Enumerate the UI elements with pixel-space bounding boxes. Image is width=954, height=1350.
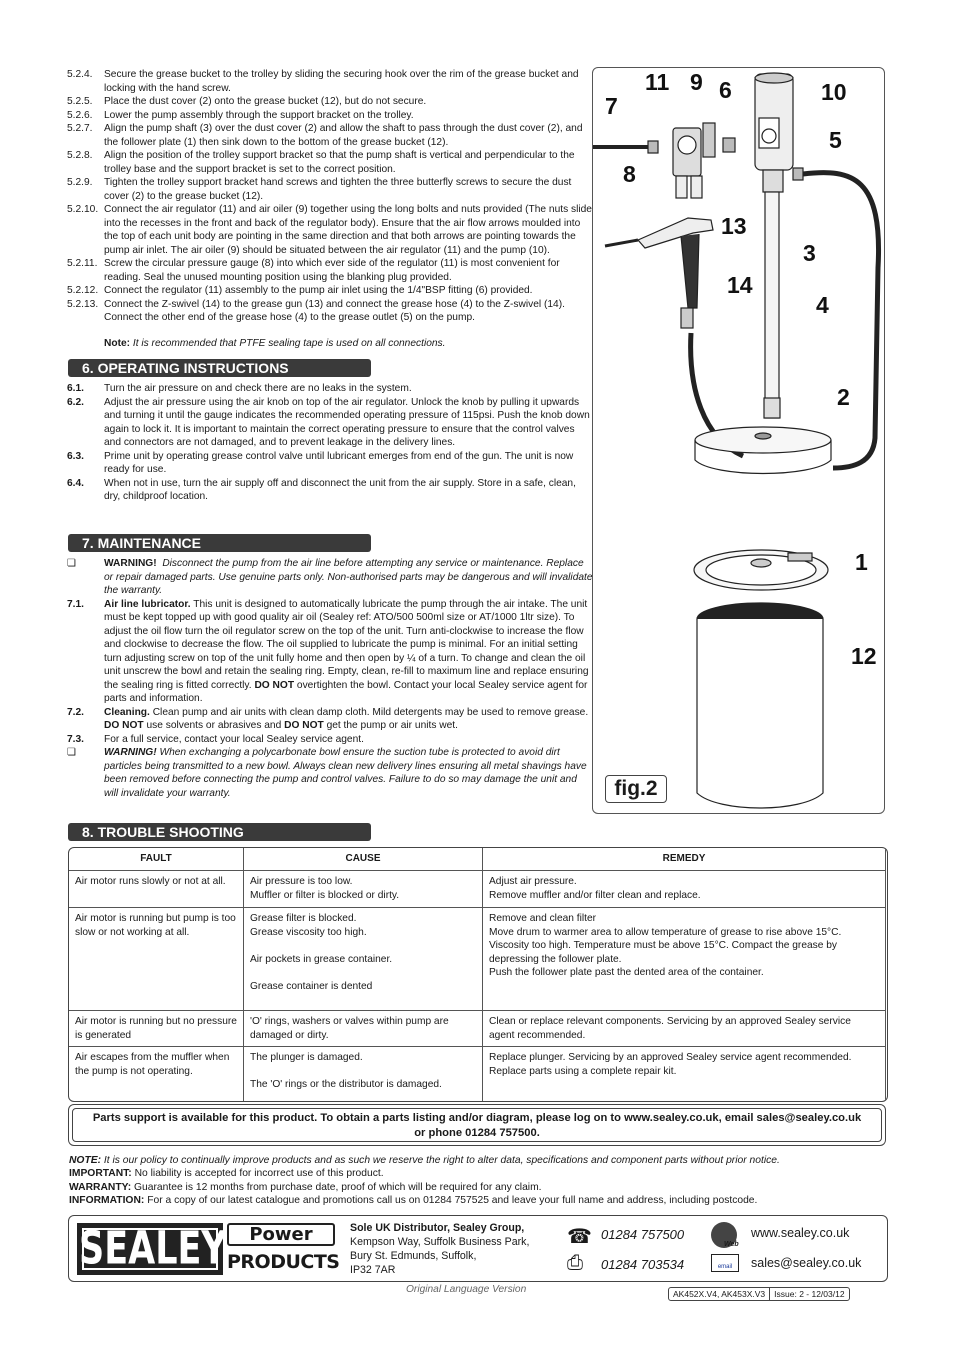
cause-cell: [244, 1047, 483, 1102]
step-text: Place the dust cover (2) onto the grease bucket (12), but do not secure.: [104, 96, 427, 107]
remedy-line: Clean or replace relevant components. Servicing by an approved Sealey service agent recommended.: [489, 1016, 851, 1041]
step-number: 5.2.8.: [67, 150, 93, 161]
note-text: For a copy of our latest catalogue and promotions call us on 01284 757525 and leave your full name and address, including postcode.: [147, 1195, 758, 1207]
fault-cell: Air motor runs slowly or not at all.: [69, 871, 244, 908]
remedy-line: Adjust air pressure.: [489, 876, 577, 887]
remedy-cell: [483, 908, 886, 1011]
step-number: 6.4.: [67, 477, 84, 489]
callout-12: 12: [851, 643, 877, 669]
checkbox-bullet-icon: ❏: [67, 558, 77, 569]
fault-cell: Air motor is running but pump is too slow or not working at all.: [69, 908, 244, 1011]
cause-line: The 'O' rings or the distributor is damaged.: [250, 1079, 442, 1090]
cause-cell: [244, 908, 483, 1011]
note-text: No liability is accepted for incorrect use of this product.: [134, 1168, 384, 1180]
assembly-step: [67, 257, 593, 284]
warning-label: WARNING!: [104, 558, 157, 569]
note-label: NOTE:: [69, 1155, 102, 1166]
remedy-line: Remove muffler and/or filter clean and replace.: [489, 889, 701, 901]
issue-date: Issue: 2 - 12/03/12: [774, 1289, 845, 1299]
note-line: [69, 1167, 885, 1180]
sealey-logo: SEALEY: [79, 1223, 227, 1275]
note-line: [69, 1194, 885, 1207]
cause-line: 'O' rings, washers or valves within pump are damaged or dirty.: [250, 1016, 449, 1041]
remedy-line: Replace parts using a complete repair kit.: [489, 1065, 677, 1077]
section-header-operating: 6. OPERATING INSTRUCTIONS: [68, 359, 371, 377]
section-header-trouble-shooting: 8. TROUBLE SHOOTING: [68, 823, 371, 841]
note-text: Guarantee is 12 months from purchase date, proof of which will be required for any claim.: [134, 1181, 542, 1193]
original-language-note: Original Language Version: [406, 1284, 527, 1295]
remedy-line: Move drum to warmer area to allow temperature of grease to rise above 15°C.: [489, 926, 842, 938]
step-text: Turn the air pressure on and check there are no leaks in the system.: [104, 383, 412, 394]
callout-6: 6: [719, 77, 732, 103]
callout-10: 10: [821, 79, 847, 105]
assembly-step: [67, 68, 593, 95]
note-label: IMPORTANT:: [69, 1168, 132, 1180]
web-icon-label: Web: [724, 1241, 739, 1248]
step-number: 5.2.7.: [67, 123, 93, 134]
warning-text: Disconnect the pump from the air line before attempting any service or maintenance. Replace or repair damaged parts. Use genuine parts only. Non-authorised parts may be dangerous and will invalidate the warranty.: [104, 558, 593, 596]
step-number: 5.2.12.: [67, 285, 99, 296]
cause-cell: [244, 1011, 483, 1047]
step-text: Prime unit by operating grease control valve until lubricant emerges from end of the gun. The unit is now ready for use.: [104, 450, 574, 475]
callout-1: 1: [855, 549, 868, 575]
assembly-step: [67, 122, 593, 149]
step-text: Tighten the trolley support bracket hand screws and tighten the three butterfly screws to secure the dust cover (2) to the grease bucket (12).: [104, 177, 572, 202]
operating-steps: [67, 382, 593, 504]
step-number: 5.2.13.: [67, 298, 99, 310]
step-number: 5.2.10.: [67, 204, 99, 215]
col-header-remedy: REMEDY: [483, 848, 886, 871]
document-reference: [668, 1287, 850, 1301]
step-text: Secure the grease bucket to the trolley by sliding the securing hook over the rim of the grease bucket and locking with the hand screw.: [104, 69, 579, 94]
callout-14: 14: [727, 272, 753, 298]
pump-assembly-diagram: [593, 68, 884, 813]
callout-13: 13: [721, 213, 747, 239]
step-text: Connect the air regulator (11) and air oiler (9) together using the long bolts and nuts provided (The nuts slide into the recesses in the front and back of the regulator body). Ensure that the air flow arrows moulded into the top of each unit body are pointing in the same direction and that both arrows are pointing towards the pump air inlet. The air oiler (9) should be situated between the air regulator (11) and the pump (10).: [104, 204, 592, 256]
table-row: [69, 1047, 886, 1102]
assembly-step: [67, 109, 593, 123]
step-number: 5.2.9.: [67, 177, 93, 188]
figure-2-panel: [592, 67, 885, 814]
callout-2: 2: [837, 384, 850, 410]
cause-line: Grease viscosity too high.: [250, 926, 367, 938]
parts-support-box: [68, 1104, 886, 1146]
step-text: Lower the pump assembly through the support bracket on the trolley.: [104, 109, 414, 121]
cause-line: Grease container is dented: [250, 980, 373, 992]
remedy-cell: [483, 871, 886, 908]
maint-warning-1: [67, 557, 593, 598]
fault-cell: Air escapes from the muffler when the pump is not operating.: [69, 1047, 244, 1102]
step-number: 6.3.: [67, 450, 84, 462]
remedy-line: Viscosity too high. Temperature must be above 15°C. Compact the grease by depressing the follower plate.: [489, 940, 837, 965]
cause-cell: [244, 871, 483, 908]
address-block: Sole UK Distributor, Sealey Group, Kempson Way, Suffolk Business Park, Bury St. Edmunds, Suffolk, IP32 7AR: [350, 1222, 530, 1276]
fault-cell: Air motor is running but no pressure is generated: [69, 1011, 244, 1047]
notes-block: [69, 1154, 885, 1208]
step-number: 6.2.: [67, 396, 84, 408]
note-line: [69, 1154, 885, 1167]
table-row: [69, 908, 886, 1011]
remedy-cell: [483, 1047, 886, 1102]
fax-icon: ⎙: [567, 1252, 583, 1274]
operating-step: [67, 477, 593, 504]
callout-4: 4: [816, 292, 829, 318]
cause-line: [250, 939, 476, 953]
operating-step: [67, 382, 593, 396]
email-envelope-icon: email: [711, 1254, 739, 1272]
note-line: [69, 1181, 885, 1194]
operating-step: [67, 396, 593, 450]
operating-step: [67, 450, 593, 477]
checkbox-bullet-icon: ❏: [67, 747, 77, 758]
step-number: 5.2.5.: [67, 96, 93, 107]
note-line: [67, 337, 593, 351]
col-header-fault: FAULT: [69, 848, 244, 871]
phone-number[interactable]: 01284 757500: [601, 1227, 685, 1242]
step-number: 5.2.6.: [67, 109, 93, 121]
remedy-cell: [483, 1011, 886, 1047]
callout-9: 9: [690, 69, 703, 95]
assembly-step: [67, 149, 593, 176]
note-text: It is our policy to continually improve products and as such we reserve the right to alter data, specifications and component parts without prior notice.: [103, 1155, 780, 1166]
callout-3: 3: [803, 240, 816, 266]
step-text: Align the pump shaft (3) over the dust cover (2) and allow the shaft to pass through the dust cover (2), and the follower plate (1) then sink down to the bottom of the grease bucket (12).: [104, 123, 583, 148]
step-text: Connect the Z-swivel (14) to the grease gun (13) and connect the grease hose (4) to the Z-swivel (14). Connect the other end of the grease hose (4) to the grease outlet (5) on the pump.: [104, 298, 565, 323]
callout-5: 5: [829, 127, 842, 153]
parts-support-text: Parts support is available for this product. To obtain a parts listing and/or diagram, please log on to www.sealey.co.uk, email sales@sealey.co.uk or phone 01284 757500.: [92, 1112, 862, 1139]
cause-line: [250, 966, 476, 980]
table-row: [69, 1011, 886, 1047]
email-link[interactable]: sales@sealey.co.uk: [751, 1256, 862, 1270]
assembly-step: [67, 298, 593, 325]
remedy-line: Remove and clean filter: [489, 913, 597, 924]
power-logo: Power: [227, 1223, 335, 1246]
col-header-cause: CAUSE: [244, 848, 483, 871]
callout-8: 8: [623, 161, 636, 187]
cause-line: Air pockets in grease container.: [250, 953, 393, 965]
note-label: Note:: [104, 338, 131, 349]
telephone-icon: ☎: [567, 1226, 592, 1248]
note-label: WARRANTY:: [69, 1181, 132, 1193]
remedy-line: Replace plunger. Servicing by an approved Sealey service agent recommended.: [489, 1052, 852, 1063]
step-text: Screw the circular pressure gauge (8) into which ever side of the regulator (11) is most convenient for reading. Seal the unused mounting position using the blanking plug provided.: [104, 258, 560, 283]
maintenance-steps: [67, 557, 593, 800]
model-numbers: AK452X.V4, AK453X.V3: [669, 1288, 770, 1300]
assembly-step: [67, 203, 593, 257]
callout-11: 11: [645, 69, 670, 95]
note-text: It is recommended that PTFE sealing tape is used on all connections.: [132, 338, 446, 349]
section-header-maintenance: 7. MAINTENANCE: [68, 534, 371, 552]
trouble-shooting-table: [68, 847, 888, 1102]
website-link[interactable]: www.sealey.co.uk: [751, 1226, 850, 1240]
fax-number: 01284 703534: [601, 1257, 685, 1272]
maint-7-2: 7.2. Cleaning. Clean pump and air units with clean damp cloth. Mild detergents may be used to remove grease. DO NOT use solvents or abrasives and DO NOT get the pump or air units wet.: [67, 706, 589, 731]
cause-line: The plunger is damaged.: [250, 1052, 363, 1063]
products-logo: PRODUCTS: [227, 1251, 340, 1273]
step-number: 6.1.: [67, 383, 84, 394]
remedy-line: Push the follower plate past the dented area of the container.: [489, 967, 764, 978]
step-number: 5.2.11.: [67, 258, 98, 269]
assembly-step: [67, 284, 593, 298]
step-text: Connect the regulator (11) assembly to the pump air inlet using the 1/4"BSP fitting (6) provided.: [104, 285, 533, 296]
cause-line: Grease filter is blocked.: [250, 913, 357, 924]
note-label: INFORMATION:: [69, 1195, 145, 1207]
table-row: [69, 871, 886, 908]
cause-line: Air pressure is too low.: [250, 876, 353, 887]
cause-line: Muffler or filter is blocked or dirty.: [250, 889, 400, 901]
step-text: When not in use, turn the air supply off and disconnect the unit from the air supply. Store in a safe, clean, dry, childproof location.: [104, 477, 576, 502]
maint-7-3: 7.3. For a full service, contact your local Sealey service agent.: [67, 733, 364, 745]
step-number: 5.2.4.: [67, 69, 93, 80]
assembly-step: [67, 95, 593, 109]
assembly-step: [67, 176, 593, 203]
cause-line: [250, 1065, 476, 1079]
figure-label: fig.2: [605, 775, 667, 803]
step-text: Adjust the air pressure using the air knob on top of the air regulator. Unlock the knob by pulling it upwards and turning it until the gauge indicates the recommended operating pressure of 115psi. Push the knob down again to lock it. It is important to maintain the correct operating pressure to ensure that the control valves and connectors are not damaged, and to prevent leakage in the delivery lines.: [104, 396, 590, 448]
maint-7-1: 7.1. Air line lubricator. This unit is designed to automatically lubricate the pump through the air intake. The unit must be kept topped up with good quality air oil (Sealey ref: ATO/500 500ml size or AT/1000 1ltr size). To adjust the oil flow turn the oil regulator screw on the top of the unit. Turn anti-clockwise to increase the flow and clockwise to decrease the flow. The oil supplied to lubricate the pump is minimal. For an initial setting turn adjusting screw on top of the unit fully home and then open by ¼ of a turn. To change and clean the oil unit unscrew the bowl and retain the sealing ring. Empty, clean, re-fill to maximum line and replace ensuring the sealing ring is fitted correctly. DO NOT overtighten the bowl. Contact your local Sealey service agent for parts and information.: [67, 598, 589, 704]
maint-warning-2: ❏ WARNING! When exchanging a polycarbonate bowl ensure the suction tube is protected to avoid dirt particles being transmitted to a new bowl. Always clean new delivery lines ensuring all metal shavings have been removed before connecting the pump and control valves. Failure to do so may damage the unit and will invalidate your warranty.: [67, 747, 587, 799]
step-text: Align the position of the trolley support bracket so that the pump shaft is vertical and perpendicular to the trolley base and the support bracket is set to the correct position.: [104, 150, 575, 175]
callout-7: 7: [605, 93, 618, 119]
assembly-steps: [67, 68, 593, 325]
footer-box: [68, 1215, 888, 1282]
